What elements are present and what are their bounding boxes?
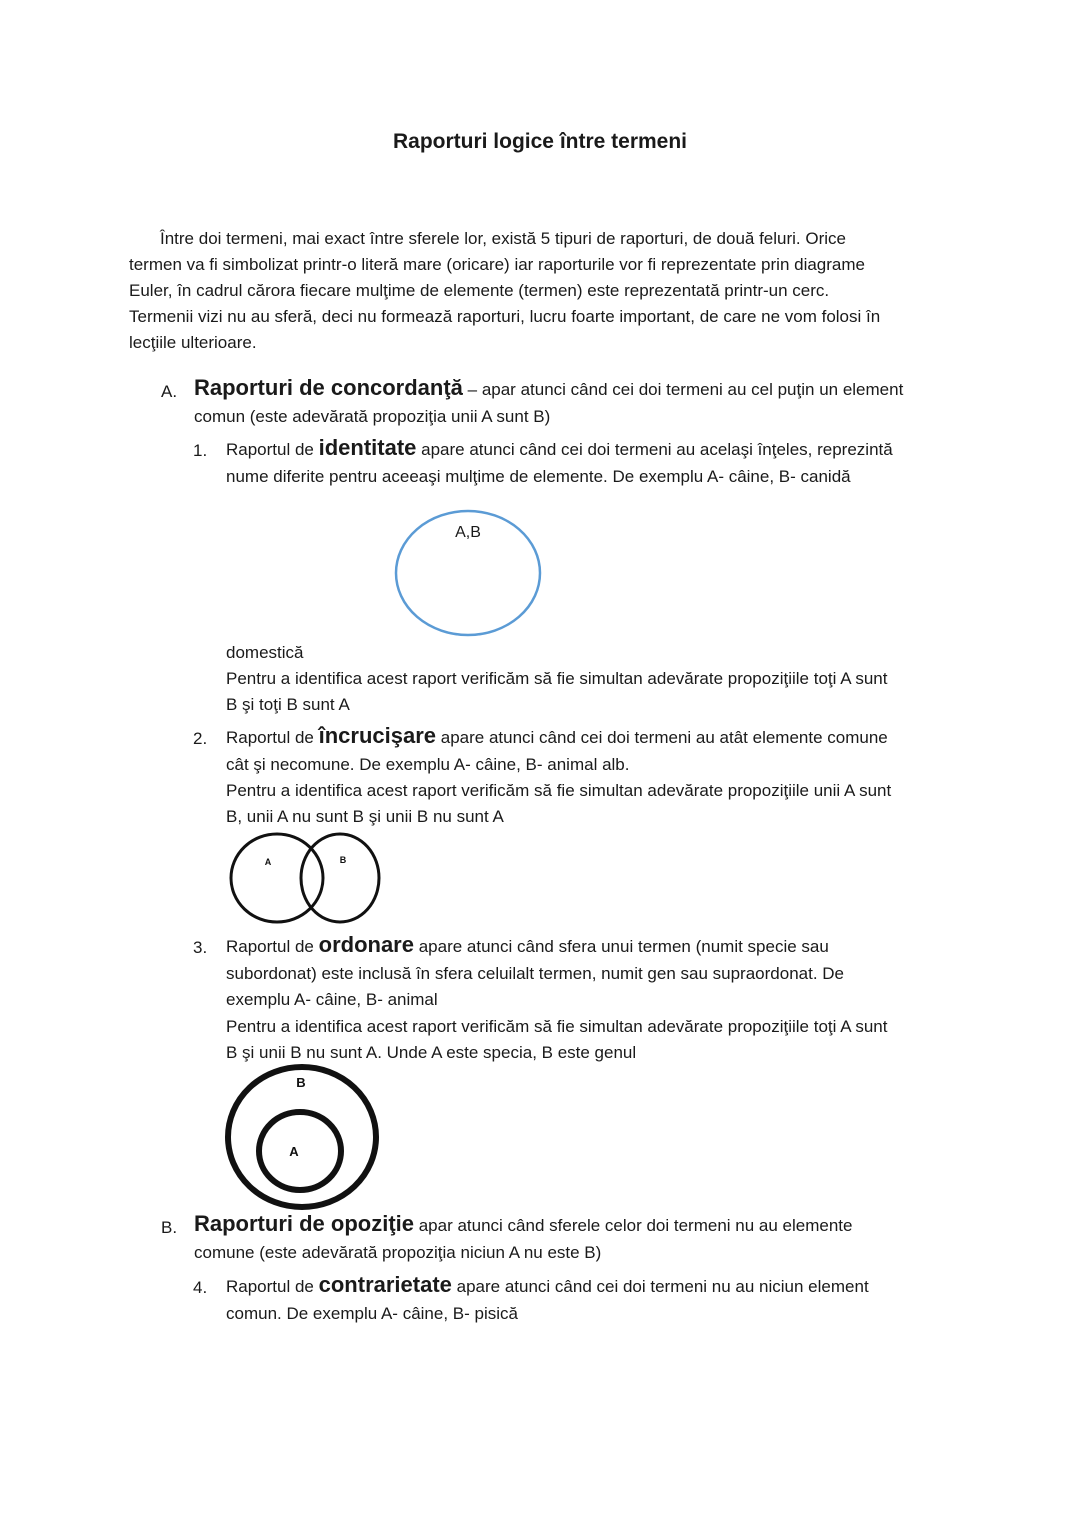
section-a-description: – apar atunci când cei doi termeni au cel puţin un element	[462, 380, 904, 399]
item-3-prefix: Raportul de	[226, 937, 319, 956]
item-1-line-5: B şi toţi B sunt A	[226, 695, 350, 714]
section-a-line-2: comun (este adevărată propoziţia unii A sunt B)	[194, 407, 551, 426]
item-3-line-2: subordonat) este inclusă în sfera celuilalt termen, numit gen sau supraordonat. De	[226, 964, 845, 983]
item-4-heading-line	[226, 1272, 869, 1300]
item-3-keyword: ordonare	[318, 932, 414, 957]
section-b-heading: Raporturi de opoziţie	[194, 1211, 414, 1236]
identity-label: A,B	[455, 524, 481, 541]
section-a-heading: Raporturi de concordanţă	[194, 375, 463, 400]
section-b-line-2: comune (este adevărată propoziţia niciun A nu este B)	[194, 1243, 602, 1262]
item-2-description: apare atunci când cei doi termeni au atât elemente comune	[436, 728, 888, 747]
item-2-line-4: B, unii A nu sunt B şi unii B nu sunt A	[226, 807, 504, 826]
item-4-keyword: contrarietate	[318, 1272, 452, 1297]
item-2-heading-line	[226, 723, 888, 751]
crossing-diagram	[226, 830, 386, 930]
item-1-line-4: Pentru a identifica acest raport verificăm să fie simultan adevărate propoziţiile toţi A sunt	[226, 669, 888, 688]
item-3-description: apare atunci când sfera unui termen (numit specie sau	[413, 937, 829, 956]
section-b-heading-line	[194, 1211, 852, 1239]
intro-line-1: Între doi termeni, mai exact între sferele lor, există 5 tipuri de raporturi, de două feluri. Orice	[160, 229, 846, 248]
crossing-circle-a	[231, 834, 323, 922]
item-1-line-3: domestică	[226, 643, 304, 662]
item-1-prefix: Raportul de	[226, 440, 319, 459]
identity-diagram	[390, 505, 550, 645]
item-1-description: apare atunci când cei doi termeni au acelaşi înţeles, reprezintă	[416, 440, 893, 459]
item-1-keyword: identitate	[318, 435, 417, 460]
item-2-marker: 2.	[193, 729, 208, 748]
ordering-label-outer: B	[296, 1075, 306, 1090]
item-2-line-3: Pentru a identifica acest raport verificăm să fie simultan adevărate propoziţiile unii A sunt	[226, 781, 892, 800]
ordering-circle-inner	[259, 1112, 341, 1190]
crossing-label-b: B	[339, 855, 347, 865]
item-2-line-2: cât şi necomune. De exemplu A- câine, B- animal alb.	[226, 755, 630, 774]
item-3-line-5: B şi unii B nu sunt A. Unde A este specia, B este genul	[226, 1043, 637, 1062]
section-b-marker: B.	[161, 1218, 178, 1237]
item-3-heading-line	[226, 932, 829, 960]
item-4-line-2: comun. De exemplu A- câine, B- pisică	[226, 1304, 518, 1323]
item-4-description: apare atunci când cei doi termeni nu au niciun element	[451, 1277, 869, 1296]
item-2-keyword: încrucişare	[318, 723, 437, 748]
item-3-marker: 3.	[193, 938, 208, 957]
section-a-heading-line	[194, 375, 903, 403]
item-1-line-2: nume diferite pentru aceeaşi mulţime de elemente. De exemplu A- câine, B- canidă	[226, 467, 851, 486]
item-4-prefix: Raportul de	[226, 1277, 319, 1296]
item-1-marker: 1.	[193, 441, 208, 460]
item-2-prefix: Raportul de	[226, 728, 319, 747]
page-title: Raporturi logice între termeni	[392, 130, 688, 153]
item-4-marker: 4.	[193, 1278, 208, 1297]
crossing-circle-b	[301, 834, 379, 922]
item-3-line-3: exemplu A- câine, B- animal	[226, 990, 438, 1009]
item-3-line-4: Pentru a identifica acest raport verificăm să fie simultan adevărate propoziţiile toţi A sunt	[226, 1017, 888, 1036]
intro-line-3: Euler, în cadrul cărora fiecare mulţime de elemente (termen) este reprezentată printr-un cerc.	[129, 281, 830, 300]
intro-line-2: termen va fi simbolizat printr-o literă mare (oricare) iar raporturile vor fi reprezentate prin diagrame	[129, 255, 865, 274]
crossing-label-a: A	[264, 857, 272, 867]
section-a-marker: A.	[161, 382, 178, 401]
intro-line-5: lecţiile ulterioare.	[129, 333, 257, 352]
intro-line-4: Termenii vizi nu au sferă, deci nu formează raporturi, lucru foarte important, de care ne vom folosi în	[129, 307, 881, 326]
ordering-label-inner: A	[289, 1144, 299, 1159]
section-b-description: apar atunci când sferele celor doi termeni nu au elemente	[414, 1216, 853, 1235]
item-1-heading-line	[226, 435, 893, 463]
ordering-diagram	[224, 1064, 384, 1209]
